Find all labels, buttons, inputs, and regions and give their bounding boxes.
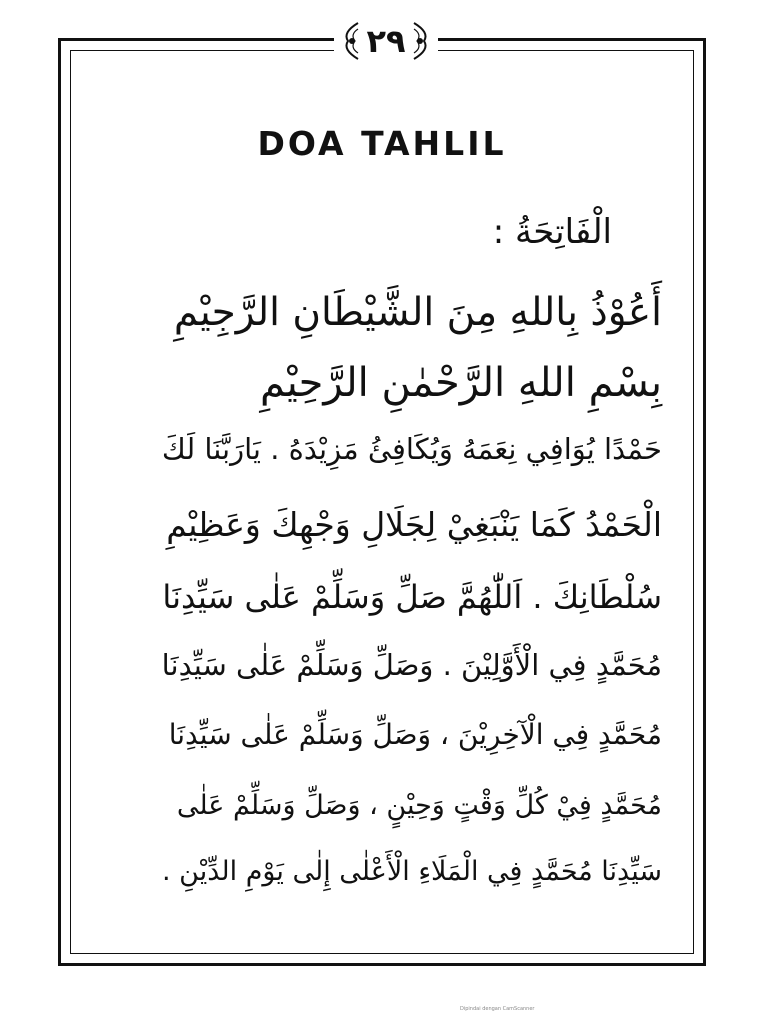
prayer-line: سُلْطَانِكَ . اَللّٰهُمَّ صَلِّ وَسَلِّمْ عَلٰى سَيِّدِنَا — [162, 578, 662, 616]
page-title: DOA TAHLIL — [257, 124, 507, 163]
page-number: ٢٩ — [366, 22, 406, 60]
prayer-line: حَمْدًا يُوَافِي نِعَمَهُ وَيُكَافِئُ مَزِيْدَهُ . يَارَبَّنَا لَكَ — [161, 432, 662, 466]
prayer-line: مُحَمَّدٍ فِيْ كُلِّ وَقْتٍ وَحِيْنٍ ، وَصَلِّ وَسَلِّمْ عَلٰى — [176, 790, 662, 821]
prayer-line: الْحَمْدُ كَمَا يَنْبَغِيْ لِجَلَالِ وَجْهِكَ وَعَظِيْمِ — [166, 505, 662, 544]
scanner-footer-note: Dipindai dengan CamScanner — [460, 1006, 535, 1012]
prayer-line: أَعُوْذُ بِاللهِ مِنَ الشَّيْطَانِ الرَّجِيْمِ — [173, 290, 662, 335]
prayer-line: مُحَمَّدٍ فِي الْأَوَّلِيْنَ . وَصَلِّ وَسَلِّمْ عَلٰى سَيِّدِنَا — [161, 648, 662, 682]
right-ornament-icon — [412, 21, 430, 61]
prayer-line: مُحَمَّدٍ فِي الْآخِرِيْنَ ، وَصَلِّ وَسَلِّمْ عَلٰى سَيِّدِنَا — [168, 718, 662, 751]
prayer-line: بِسْمِ اللهِ الرَّحْمٰنِ الرَّحِيْمِ — [259, 360, 662, 406]
prayer-line: سَيِّدِنَا مُحَمَّدٍ فِي الْمَلَاءِ الْأَعْلٰى إِلٰى يَوْمِ الدِّيْنِ . — [162, 856, 662, 887]
left-ornament-icon — [342, 21, 360, 61]
page-number-ornament — [334, 18, 438, 64]
section-heading: الْفَاتِحَةُ : — [492, 212, 612, 252]
